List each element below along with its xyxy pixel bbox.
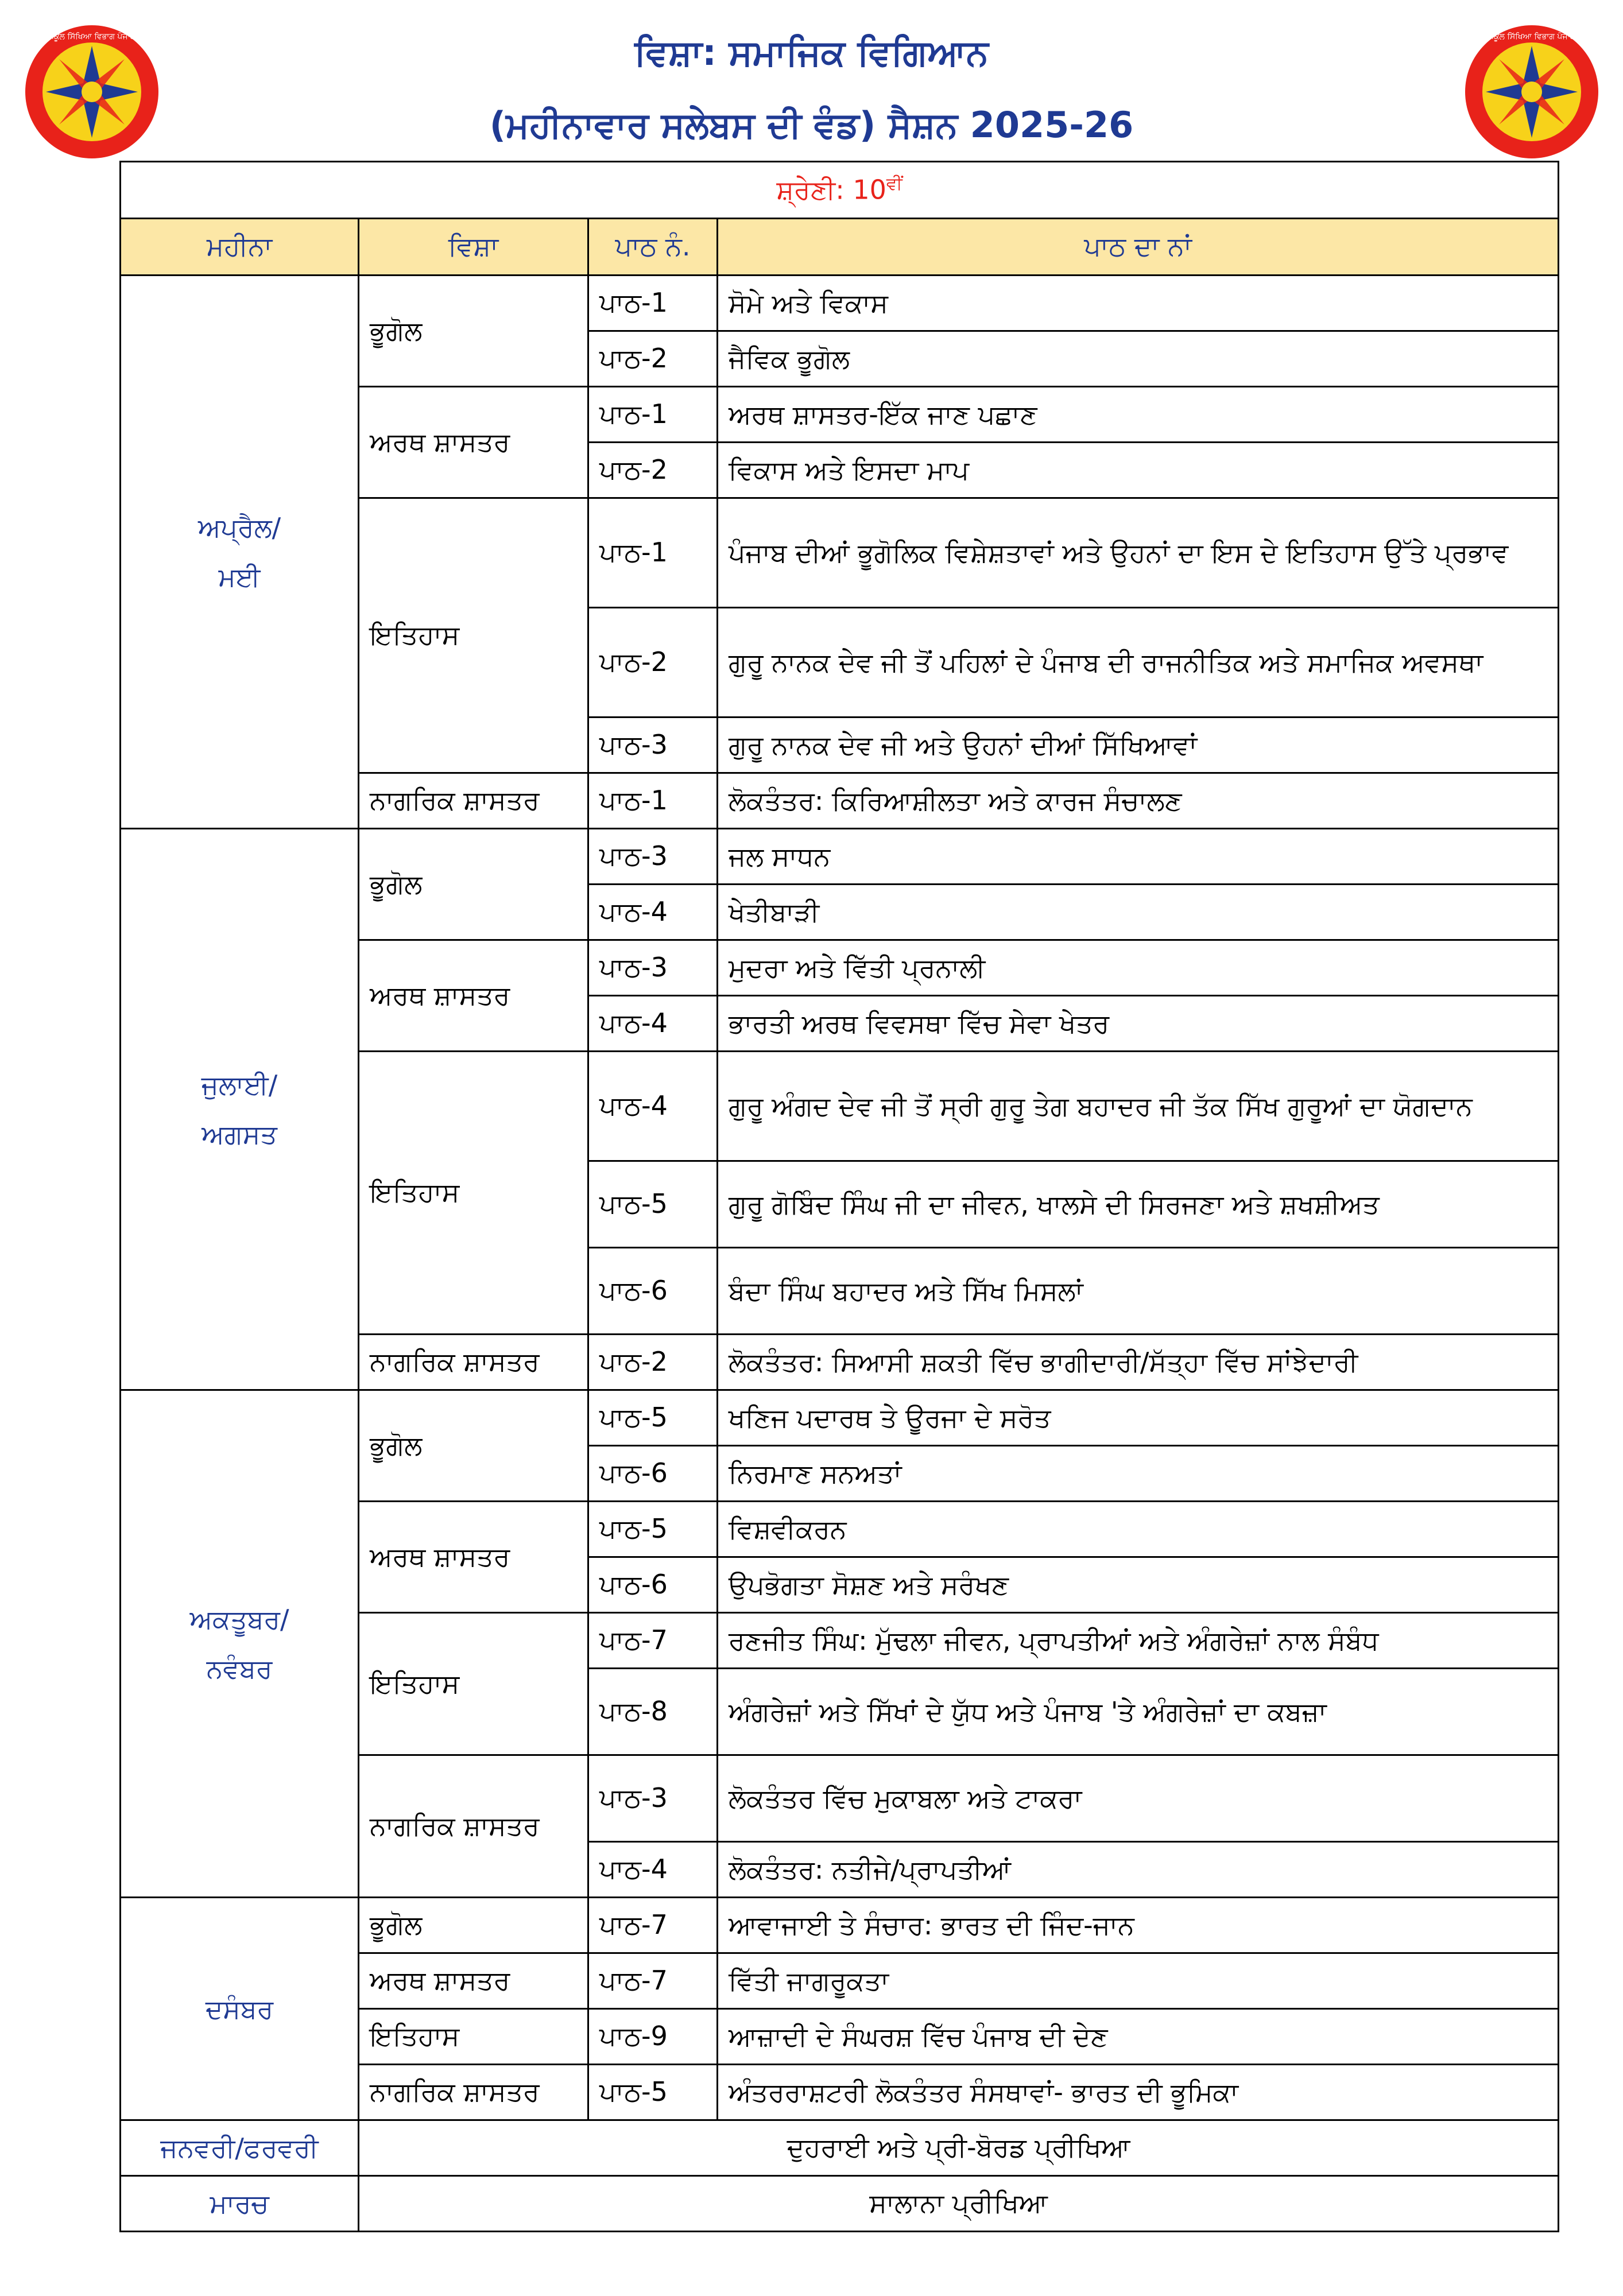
lesson-name: ਉਪਭੋਗਤਾ ਸੋਸ਼ਣ ਅਤੇ ਸਰੰਖਣ: [718, 1557, 1559, 1613]
month-cell: ਅਪ੍ਰੈਲ/ ਮਈ: [121, 276, 359, 829]
lesson-name: ਜੈਵਿਕ ਭੂਗੋਲ: [718, 331, 1559, 387]
lesson-no: ਪਾਠ-3: [588, 718, 718, 773]
month-cell: ਜਨਵਰੀ/ਫਰਵਰੀ: [121, 2120, 359, 2176]
lesson-no: ਪਾਠ-9: [588, 2009, 718, 2065]
class-row: [121, 162, 1559, 219]
header-month: ਮਹੀਨਾ: [121, 219, 359, 276]
lesson-name: ਬੰਦਾ ਸਿੰਘ ਬਹਾਦਰ ਅਤੇ ਸਿੱਖ ਮਿਸਲਾਂ: [718, 1248, 1559, 1335]
subject-cell: ਇਤਿਹਾਸ: [359, 1052, 588, 1335]
table-row: [121, 1390, 1559, 1446]
header-lesson-no: ਪਾਠ ਨੰ.: [588, 219, 718, 276]
lesson-name: ਲੋਕਤੰਤਰ: ਸਿਆਸੀ ਸ਼ਕਤੀ ਵਿੱਚ ਭਾਗੀਦਾਰੀ/ਸੱਤ੍ਹਾ ਵਿੱਚ ਸਾਂਝੇਦਾਰੀ: [718, 1335, 1559, 1390]
subject-cell: ਭੂਗੋਲ: [359, 1390, 588, 1502]
annual-exam-text: ਸਾਲਾਨਾ ਪ੍ਰੀਖਿਆ: [359, 2176, 1559, 2232]
lesson-name: ਅੰਗਰੇਜ਼ਾਂ ਅਤੇ ਸਿੱਖਾਂ ਦੇ ਯੁੱਧ ਅਤੇ ਪੰਜਾਬ 'ਤੇ ਅੰਗਰੇਜ਼ਾਂ ਦਾ ਕਬਜ਼ਾ: [718, 1669, 1559, 1755]
subject-cell: ਅਰਥ ਸ਼ਾਸਤਰ: [359, 1953, 588, 2009]
logo-text: ਸਕੂਲ ਸਿੱਖਿਆ ਵਿਭਾਗ ਪੰਜਾਬ: [48, 32, 135, 41]
month-cell: ਅਕਤੂਬਰ/ ਨਵੰਬਰ: [121, 1390, 359, 1898]
lesson-name: ਲੋਕਤੰਤਰ: ਕਿਰਿਆਸ਼ੀਲਤਾ ਅਤੇ ਕਾਰਜ ਸੰਚਾਲਣ: [718, 773, 1559, 829]
table-row: [121, 2176, 1559, 2232]
month-cell: ਜੁਲਾਈ/ ਅਗਸਤ: [121, 829, 359, 1390]
lesson-no: ਪਾਠ-7: [588, 1953, 718, 2009]
lesson-name: ਅੰਤਰਰਾਸ਼ਟਰੀ ਲੋਕਤੰਤਰ ਸੰਸਥਾਵਾਂ- ਭਾਰਤ ਦੀ ਭੂਮਿਕਾ: [718, 2065, 1559, 2120]
lesson-name: ਗੁਰੂ ਨਾਨਕ ਦੇਵ ਜੀ ਅਤੇ ਉਹਨਾਂ ਦੀਆਂ ਸਿੱਖਿਆਵਾਂ: [718, 718, 1559, 773]
revision-text: ਦੁਹਰਾਈ ਅਤੇ ਪ੍ਰੀ-ਬੋਰਡ ਪ੍ਰੀਖਿਆ: [359, 2120, 1559, 2176]
lesson-name: ਮੁਦਰਾ ਅਤੇ ਵਿੱਤੀ ਪ੍ਰਨਾਲੀ: [718, 940, 1559, 996]
table-row: [121, 1898, 1559, 1953]
lesson-name: ਭਾਰਤੀ ਅਰਥ ਵਿਵਸਥਾ ਵਿੱਚ ਸੇਵਾ ਖੇਤਰ: [718, 996, 1559, 1052]
lesson-no: ਪਾਠ-6: [588, 1557, 718, 1613]
lesson-no: ਪਾਠ-1: [588, 387, 718, 443]
lesson-no: ਪਾਠ-5: [588, 1502, 718, 1557]
subject-cell: ਇਤਿਹਾਸ: [359, 2009, 588, 2065]
header-subject: ਵਿਸ਼ਾ: [359, 219, 588, 276]
lesson-no: ਪਾਠ-1: [588, 498, 718, 608]
lesson-name: ਖਣਿਜ ਪਦਾਰਥ ਤੇ ਊਰਜਾ ਦੇ ਸਰੋਤ: [718, 1390, 1559, 1446]
table-row: [121, 276, 1559, 331]
lesson-name: ਪੰਜਾਬ ਦੀਆਂ ਭੂਗੋਲਿਕ ਵਿਸ਼ੇਸ਼ਤਾਵਾਂ ਅਤੇ ਉਹਨਾਂ ਦਾ ਇਸ ਦੇ ਇਤਿਹਾਸ ਉੱਤੇ ਪ੍ਰਭਾਵ: [718, 498, 1559, 608]
page-title: ਵਿਸ਼ਾ: ਸਮਾਜਿਕ ਵਿਗਿਆਨ: [634, 32, 989, 73]
lesson-name: ਜਲ ਸਾਧਨ: [718, 829, 1559, 885]
lesson-name: ਰਣਜੀਤ ਸਿੰਘ: ਮੁੱਢਲਾ ਜੀਵਨ, ਪ੍ਰਾਪਤੀਆਂ ਅਤੇ ਅੰਗਰੇਜ਼ਾਂ ਨਾਲ ਸੰਬੰਧ: [718, 1613, 1559, 1669]
lesson-no: ਪਾਠ-3: [588, 829, 718, 885]
subject-cell: ਨਾਗਰਿਕ ਸ਼ਾਸਤਰ: [359, 773, 588, 829]
lesson-no: ਪਾਠ-6: [588, 1248, 718, 1335]
month-cell: ਮਾਰਚ: [121, 2176, 359, 2232]
lesson-no: ਪਾਠ-5: [588, 1390, 718, 1446]
subject-cell: ਨਾਗਰਿਕ ਸ਼ਾਸਤਰ: [359, 1755, 588, 1898]
header-row: [121, 219, 1559, 276]
lesson-no: ਪਾਠ-4: [588, 885, 718, 940]
lesson-name: ਵਿਸ਼ਵੀਕਰਨ: [718, 1502, 1559, 1557]
lesson-name: ਖੇਤੀਬਾੜੀ: [718, 885, 1559, 940]
lesson-no: ਪਾਠ-5: [588, 2065, 718, 2120]
logo-text: ਸਕੂਲ ਸਿੱਖਿਆ ਵਿਭਾਗ ਪੰਜਾਬ: [1488, 32, 1575, 41]
subject-cell: ਭੂਗੋਲ: [359, 276, 588, 387]
table-row: [121, 829, 1559, 885]
class-label: ਸ਼੍ਰੇਣੀ: $10^{ਵੀਂ}$: [121, 162, 1559, 219]
month-cell: ਦਸੰਬਰ: [121, 1898, 359, 2120]
subject-cell: ਨਾਗਰਿਕ ਸ਼ਾਸਤਰ: [359, 2065, 588, 2120]
lesson-name: ਆਜ਼ਾਦੀ ਦੇ ਸੰਘਰਸ਼ ਵਿੱਚ ਪੰਜਾਬ ਦੀ ਦੇਣ: [718, 2009, 1559, 2065]
lesson-no: ਪਾਠ-4: [588, 1842, 718, 1898]
header-lesson-name: ਪਾਠ ਦਾ ਨਾਂ: [718, 219, 1559, 276]
syllabus-table: [119, 161, 1559, 2232]
lesson-no: ਪਾਠ-1: [588, 276, 718, 331]
lesson-no: ਪਾਠ-2: [588, 331, 718, 387]
class-suffix: ਵੀਂ: [886, 173, 902, 194]
lesson-name: ਅਰਥ ਸ਼ਾਸਤਰ-ਇੱਕ ਜਾਣ ਪਛਾਣ: [718, 387, 1559, 443]
lesson-name: ਸੋਮੇ ਅਤੇ ਵਿਕਾਸ: [718, 276, 1559, 331]
subject-cell: ਨਾਗਰਿਕ ਸ਼ਾਸਤਰ: [359, 1335, 588, 1390]
lesson-no: ਪਾਠ-6: [588, 1446, 718, 1502]
lesson-no: ਪਾਠ-2: [588, 443, 718, 498]
lesson-no: ਪਾਠ-4: [588, 1052, 718, 1161]
lesson-no: ਪਾਠ-5: [588, 1161, 718, 1248]
page-subtitle: (ਮਹੀਨਾਵਾਰ ਸਲੇਬਸ ਦੀ ਵੰਡ) ਸੈਸ਼ਨ 2025-26: [489, 104, 1134, 146]
lesson-no: ਪਾਠ-2: [588, 608, 718, 718]
table-row: [121, 2120, 1559, 2176]
subject-cell: ਇਤਿਹਾਸ: [359, 498, 588, 773]
lesson-name: ਨਿਰਮਾਣ ਸਨਅਤਾਂ: [718, 1446, 1559, 1502]
lesson-name: ਗੁਰੂ ਅੰਗਦ ਦੇਵ ਜੀ ਤੋਂ ਸ੍ਰੀ ਗੁਰੂ ਤੇਗ ਬਹਾਦਰ ਜੀ ਤੱਕ ਸਿੱਖ ਗੁਰੂਆਂ ਦਾ ਯੋਗਦਾਨ: [718, 1052, 1559, 1161]
subject-cell: ਭੂਗੋਲ: [359, 1898, 588, 1953]
lesson-no: ਪਾਠ-3: [588, 940, 718, 996]
lesson-no: ਪਾਠ-4: [588, 996, 718, 1052]
lesson-name: ਲੋਕਤੰਤਰ: ਨਤੀਜੇ/ਪ੍ਰਾਪਤੀਆਂ: [718, 1842, 1559, 1898]
subject-cell: ਅਰਥ ਸ਼ਾਸਤਰ: [359, 940, 588, 1052]
lesson-no: ਪਾਠ-2: [588, 1335, 718, 1390]
subject-cell: ਭੂਗੋਲ: [359, 829, 588, 940]
lesson-no: ਪਾਠ-7: [588, 1898, 718, 1953]
lesson-no: ਪਾਠ-3: [588, 1755, 718, 1842]
lesson-no: ਪਾਠ-8: [588, 1669, 718, 1755]
lesson-name: ਗੁਰੂ ਗੋਬਿੰਦ ਸਿੰਘ ਜੀ ਦਾ ਜੀਵਨ, ਖਾਲਸੇ ਦੀ ਸਿਰਜਣਾ ਅਤੇ ਸ਼ਖਸ਼ੀਅਤ: [718, 1161, 1559, 1248]
subject-cell: ਇਤਿਹਾਸ: [359, 1613, 588, 1755]
lesson-name: ਲੋਕਤੰਤਰ ਵਿੱਚ ਮੁਕਾਬਲਾ ਅਤੇ ਟਾਕਰਾ: [718, 1755, 1559, 1842]
lesson-no: ਪਾਠ-7: [588, 1613, 718, 1669]
lesson-name: ਵਿਕਾਸ ਅਤੇ ਇਸਦਾ ਮਾਪ: [718, 443, 1559, 498]
lesson-name: ਗੁਰੂ ਨਾਨਕ ਦੇਵ ਜੀ ਤੋਂ ਪਹਿਲਾਂ ਦੇ ਪੰਜਾਬ ਦੀ ਰਾਜਨੀਤਿਕ ਅਤੇ ਸਮਾਜਿਕ ਅਵਸਥਾ: [718, 608, 1559, 718]
lesson-name: ਵਿੱਤੀ ਜਾਗਰੂਕਤਾ: [718, 1953, 1559, 2009]
lesson-no: ਪਾਠ-1: [588, 773, 718, 829]
subject-cell: ਅਰਥ ਸ਼ਾਸਤਰ: [359, 387, 588, 498]
subject-cell: ਅਰਥ ਸ਼ਾਸਤਰ: [359, 1502, 588, 1613]
lesson-name: ਆਵਾਜਾਈ ਤੇ ਸੰਚਾਰ: ਭਾਰਤ ਦੀ ਜਿੰਦ-ਜਾਨ: [718, 1898, 1559, 1953]
